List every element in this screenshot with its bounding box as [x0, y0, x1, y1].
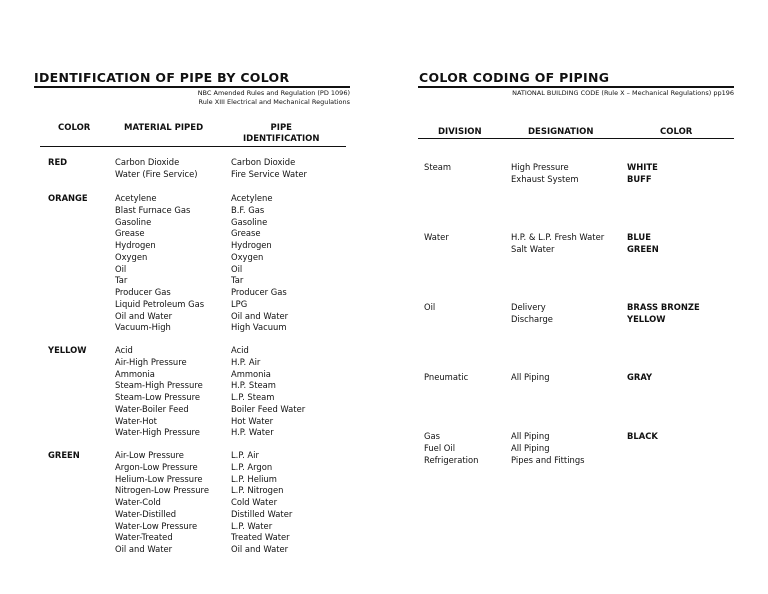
left-material-list-line: Oxygen — [115, 251, 148, 262]
left-material-list-line: Water-Boiler Feed — [115, 403, 189, 414]
right-designation-list-line: High Pressure — [511, 162, 569, 172]
right-division-list-line: Water — [424, 232, 449, 242]
left-header-pipe-line1: PIPE — [270, 123, 292, 133]
left-identification-list-line: H.P. Water — [231, 427, 274, 438]
left-material-list-line: Water-Low Pressure — [115, 520, 198, 531]
left-identification-list-line: L.P. Argon — [231, 461, 273, 472]
left-material-list — [115, 193, 204, 334]
left-material-list-line: Argon-Low Pressure — [115, 461, 198, 472]
left-identification-list-line: Cold Water — [231, 497, 278, 507]
left-color-name: GREEN — [48, 450, 80, 460]
right-designation-list — [511, 162, 579, 186]
left-material-list-line: Producer Gas — [115, 287, 171, 297]
right-header-color: COLOR — [660, 127, 693, 137]
left-material-list — [115, 345, 203, 439]
right-header-rule — [418, 138, 734, 139]
left-source-note-line1: NBC Amended Rules and Regulation (PD 1096) — [197, 89, 350, 97]
right-designation-list-line: All Piping — [511, 431, 550, 441]
left-material-list-line: Oil — [115, 263, 127, 274]
left-identification-list-line: Hydrogen — [231, 240, 272, 250]
right-color-list — [627, 431, 658, 443]
left-material-list-line: Acetylene — [115, 193, 157, 203]
right-header-division: DIVISION — [438, 127, 482, 137]
left-material-list-line: Helium-Low Pressure — [115, 473, 203, 484]
left-color-name: YELLOW — [48, 345, 87, 355]
right-designation-list-line: Salt Water — [511, 243, 555, 254]
left-identification-list-line: Distilled Water — [231, 508, 293, 519]
right-division-list-line: Fuel Oil — [424, 442, 456, 453]
left-identification-list-line: Carbon Dioxide — [231, 157, 296, 167]
left-color-name: ORANGE — [48, 193, 88, 203]
right-division-list — [424, 372, 468, 384]
left-identification-list-line: Hot Water — [231, 415, 274, 426]
left-identification-list-line: L.P. Helium — [231, 473, 277, 484]
left-material-list — [115, 157, 198, 181]
right-designation-list — [511, 302, 553, 326]
right-division-list-line: Refrigeration — [424, 454, 479, 465]
right-color-list-line: GREEN — [627, 243, 659, 254]
left-material-list-line: Liquid Petroleum Gas — [115, 298, 205, 309]
left-identification-list-line: Gasoline — [231, 216, 268, 227]
right-color-list-line: GRAY — [627, 372, 653, 382]
left-identification-list-line: Oil and Water — [231, 310, 289, 321]
left-material-list-line: Water-Cold — [115, 497, 161, 507]
right-division-list — [424, 162, 451, 174]
left-source-note-line2: Rule XIII Electrical and Mechanical Regulations — [198, 98, 350, 106]
right-header-designation: DESIGNATION — [528, 127, 594, 137]
left-material-list-line: Gasoline — [115, 216, 152, 227]
right-division-list — [424, 431, 478, 466]
left-material-list-line: Blast Furnace Gas — [115, 204, 191, 215]
right-color-list-line: BRASS BRONZE — [627, 302, 700, 312]
right-designation-list-line: All Piping — [511, 372, 550, 382]
left-identification-list-line: Producer Gas — [231, 287, 287, 297]
left-header-rule — [40, 146, 346, 147]
right-color-list-line: BLACK — [627, 431, 658, 441]
left-header-pipe-line2: IDENTIFICATION — [243, 134, 320, 144]
right-division-list-line: Pneumatic — [424, 372, 469, 382]
left-material-list-line: Water-Treated — [115, 532, 173, 543]
left-material-list-line: Air-High Pressure — [115, 356, 187, 367]
right-color-list — [627, 372, 652, 384]
left-material-list-line: Steam-Low Pressure — [115, 392, 200, 402]
left-material-list-line: Air-Low Pressure — [115, 450, 184, 460]
right-designation-list — [511, 372, 550, 384]
left-identification-list-line: B.F. Gas — [231, 204, 265, 215]
right-source-note: NATIONAL BUILDING CODE (Rule X – Mechanical Regulations) pp196 — [512, 89, 734, 97]
left-identification-list — [231, 345, 305, 439]
left-identification-list-line: LPG — [231, 298, 248, 309]
left-header-color: COLOR — [58, 123, 91, 133]
left-material-list-line: Nitrogen-Low Pressure — [115, 485, 209, 496]
left-identification-list-line: Oil — [231, 263, 243, 274]
right-color-list-line: YELLOW — [627, 313, 666, 324]
left-identification-list-line: Boiler Feed Water — [231, 403, 306, 414]
left-section-title: IDENTIFICATION OF PIPE BY COLOR — [34, 70, 290, 85]
left-material-list-line: Hydrogen — [115, 240, 156, 250]
left-identification-list — [231, 157, 307, 181]
left-material-list-line: Oil and Water — [115, 544, 173, 554]
right-division-list-line: Gas — [424, 431, 440, 441]
left-material-list-line: Water-Hot — [115, 415, 157, 426]
left-title-underline — [34, 86, 350, 88]
right-color-list — [627, 232, 659, 256]
left-material-list-line: Water-Distilled — [115, 508, 177, 519]
left-identification-list-line: Oil and Water — [231, 544, 289, 554]
left-identification-list-line: L.P. Air — [231, 450, 259, 460]
left-material-list-line: Vacuum-High — [115, 322, 171, 333]
left-identification-list-line: Tar — [231, 275, 244, 286]
left-material-list-line: Acid — [115, 345, 133, 355]
left-material-list — [115, 450, 209, 556]
left-material-list-line: Ammonia — [115, 368, 155, 379]
right-designation-list-line: Discharge — [511, 313, 553, 324]
right-division-list — [424, 302, 435, 314]
left-identification-list-line: High Vacuum — [231, 322, 287, 333]
right-designation-list-line: H.P. & L.P. Fresh Water — [511, 232, 605, 242]
left-identification-list-line: Fire Service Water — [231, 168, 307, 179]
right-color-list-line: BUFF — [627, 173, 652, 184]
left-material-list-line: Carbon Dioxide — [115, 157, 180, 167]
left-header-material: MATERIAL PIPED — [124, 123, 204, 133]
left-identification-list-line: Acetylene — [231, 193, 273, 203]
right-designation-list — [511, 431, 585, 466]
left-identification-list-line: H.P. Steam — [231, 380, 276, 391]
left-identification-list-line: L.P. Water — [231, 520, 273, 531]
right-section-title: COLOR CODING OF PIPING — [419, 70, 610, 85]
right-division-list — [424, 232, 449, 244]
left-color-name: RED — [48, 157, 68, 167]
left-identification-list-line: Treated Water — [231, 532, 290, 543]
right-color-list — [627, 302, 700, 326]
left-material-list-line: Oil and Water — [115, 310, 173, 321]
left-material-list-line: Tar — [115, 275, 128, 286]
left-identification-list — [231, 450, 292, 556]
right-designation-list-line: Exhaust System — [511, 173, 579, 184]
right-division-list-line: Oil — [424, 302, 436, 312]
left-source-note — [198, 89, 350, 107]
right-color-list — [627, 162, 658, 186]
left-material-list-line: Water (Fire Service) — [115, 168, 198, 179]
left-material-list-line: Water-High Pressure — [115, 427, 200, 438]
left-material-list-line: Steam-High Pressure — [115, 380, 203, 391]
right-color-list-line: BLUE — [627, 232, 651, 242]
right-designation-list-line: Delivery — [511, 302, 546, 312]
left-identification-list-line: Grease — [231, 228, 261, 239]
right-color-list-line: WHITE — [627, 162, 658, 172]
left-identification-list-line: Ammonia — [231, 368, 271, 379]
right-division-list-line: Steam — [424, 162, 452, 172]
right-designation-list-line: All Piping — [511, 442, 550, 453]
right-title-underline — [418, 86, 734, 88]
left-identification-list — [231, 193, 288, 334]
left-material-list-line: Grease — [115, 228, 145, 239]
left-header-pipe-identification — [243, 123, 320, 145]
left-identification-list-line: L.P. Steam — [231, 392, 275, 402]
left-identification-list-line: Acid — [231, 345, 249, 355]
right-designation-list-line: Pipes and Fittings — [511, 454, 585, 465]
right-designation-list — [511, 232, 604, 256]
left-identification-list-line: L.P. Nitrogen — [231, 485, 284, 496]
left-identification-list-line: H.P. Air — [231, 356, 261, 367]
left-identification-list-line: Oxygen — [231, 251, 264, 262]
